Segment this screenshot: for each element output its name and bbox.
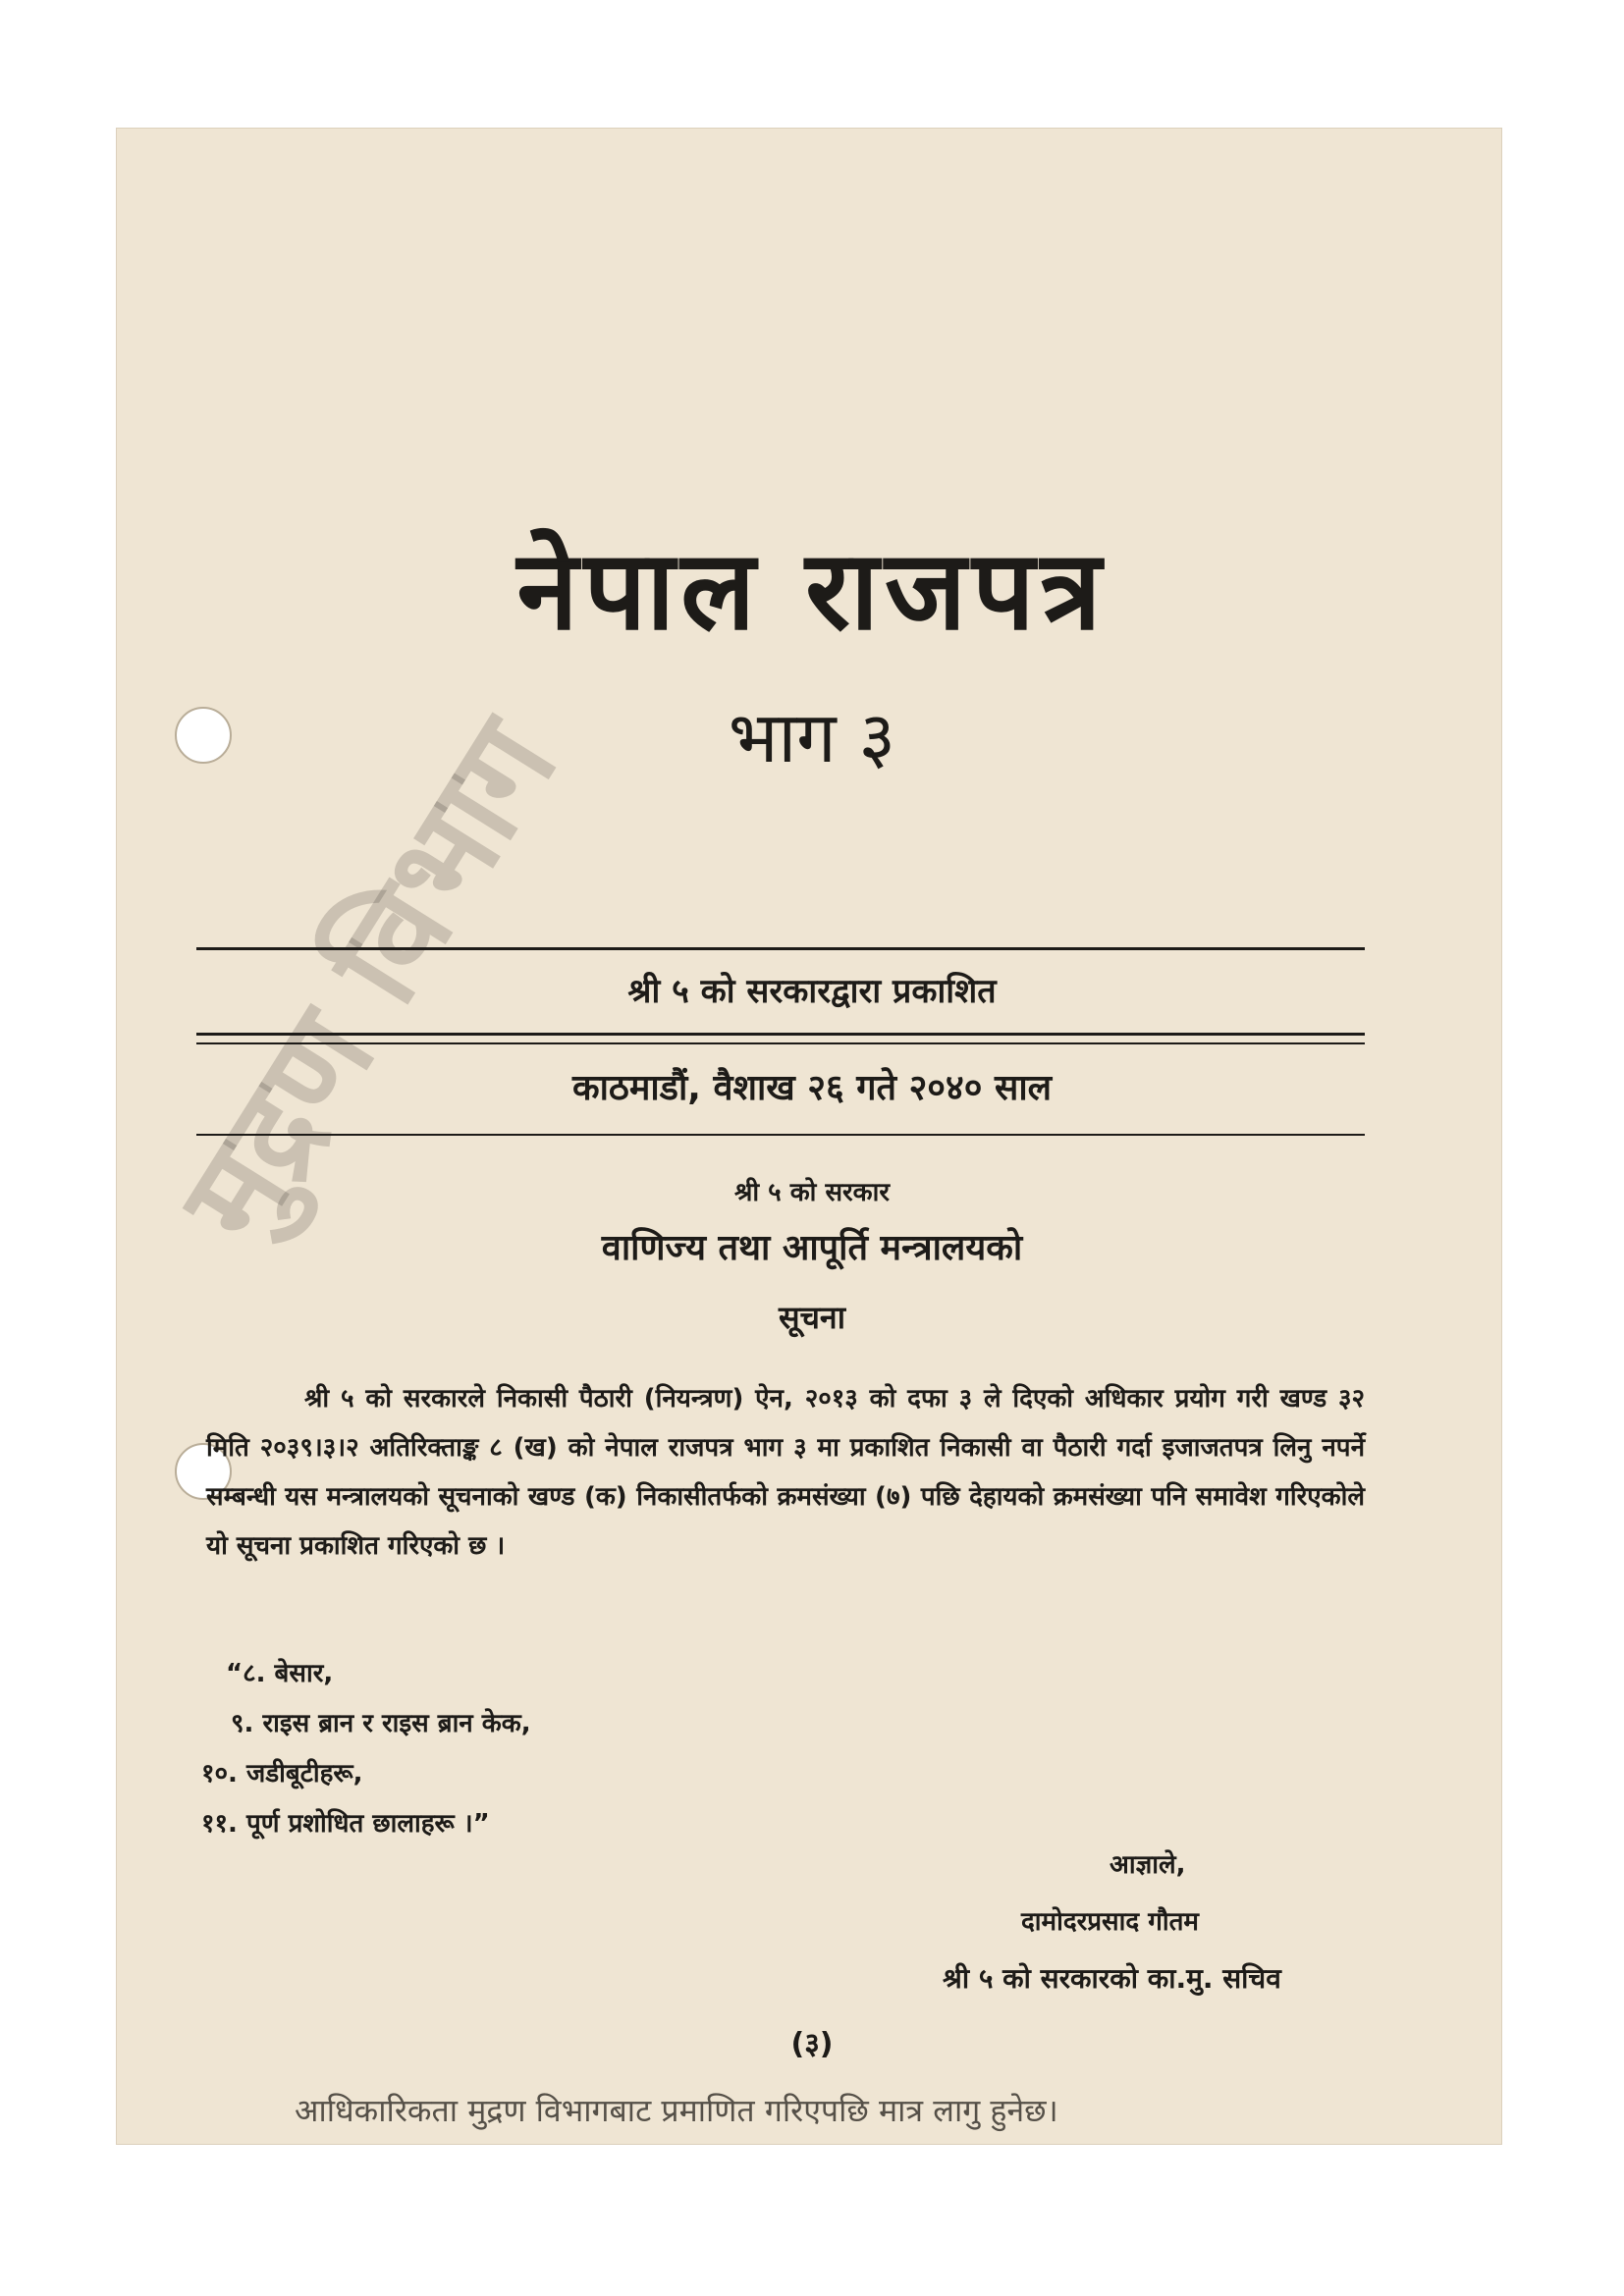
list-item: “८. बेसार, [226, 1659, 334, 1688]
notice-body-text: श्री ५ को सरकारले निकासी पैठारी (नियन्त्रण) ऐन, २०१३ को दफा ३ ले दिएको अधिकार प्रयोग गरी खण्ड ३२ मिति २०३९।३।२ अतिरिक्ताङ्क ८ (ख) को नेपाल राजपत्र भाग ३ मा प्रकाशित निकासी वा पैठारी गर्दा इजाजतपत्र लिनु नपर्ने सम्बन्धी यस मन्त्रालयको सूचनाको खण्ड (क) निकासीतर्फको क्रमसंख्या (७) पछि देहायको क्रमसंख्या पनि समावेश गरिएकोले यो सूचना प्रकाशित गरिएको छ । [206, 1384, 1365, 1561]
publisher-line: श्री ५ को सरकारद्वारा प्रकाशित [627, 972, 997, 1011]
divider [196, 1134, 1365, 1136]
list-item: १०. जडीबूटीहरू, [201, 1759, 363, 1789]
government-label: श्री ५ को सरकार [733, 1178, 891, 1207]
footer-note: आधिकारिकता मुद्रण विभागबाट प्रमाणित गरिएपछि मात्र लागु हुनेछ। [295, 2092, 1058, 2129]
notice-body [206, 1374, 1365, 1571]
list-item: ११. पूर्ण प्रशोधित छालाहरू ।” [201, 1809, 490, 1839]
signatory-designation: श्री ५ को सरकारको का.मु. सचिव [943, 1962, 1281, 1995]
divider [196, 1042, 1365, 1044]
signatory-name: दामोदरप्रसाद गौतम [1021, 1907, 1199, 1937]
item-list [201, 1649, 531, 1849]
gazette-part: भाग ३ [728, 696, 896, 778]
divider [196, 1033, 1365, 1036]
list-item: ९. राइस ब्रान र राइस ब्रान केक, [231, 1709, 531, 1738]
page-number: (३) [790, 2027, 834, 2061]
notice-heading: सूचना [778, 1299, 845, 1336]
date-line: काठमाडौं, वैशाख २६ गते २०४० साल [571, 1068, 1053, 1108]
ministry-name: वाणिज्य तथा आपूर्ति मन्त्रालयको [601, 1228, 1023, 1268]
gazette-title: नेपाल राजपत्र [516, 527, 1108, 655]
signoff: आज्ञाले, [1110, 1850, 1186, 1880]
divider [196, 947, 1365, 950]
